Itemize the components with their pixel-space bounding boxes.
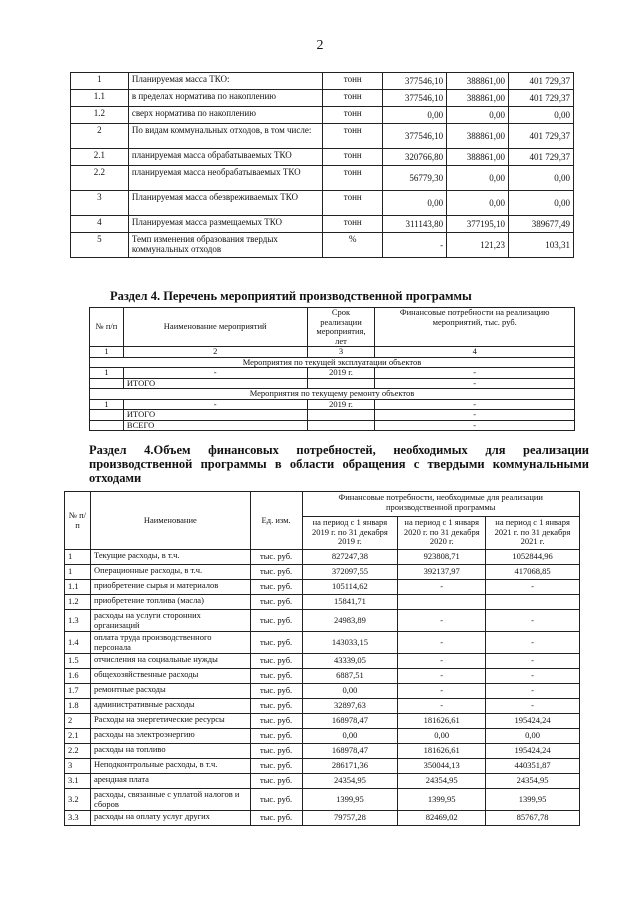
value-2021: -	[486, 632, 580, 654]
row-num: 2.2	[71, 166, 129, 191]
value-2021: 1052844,96	[486, 550, 580, 565]
value-2020: 181626,61	[398, 714, 486, 729]
value-2021: -	[486, 699, 580, 714]
table-row	[65, 774, 580, 789]
value-2019: 827247,38	[302, 550, 398, 565]
header-period-2019: на период с 1 января 2019 г. по 31 декабря 2019 г.	[302, 517, 398, 550]
value-2021: 0,00	[509, 107, 574, 124]
row-name: Текущие расходы, в т.ч.	[90, 550, 250, 565]
value-2021: 440351,87	[486, 759, 580, 774]
value-2019: 168978,47	[302, 714, 398, 729]
row-name: приобретение сырья и материалов	[90, 580, 250, 595]
row-unit: тыс. руб.	[250, 729, 302, 744]
row-num: 4	[71, 216, 129, 233]
row-name: Темп изменения образования твердых коммунальных отходов	[128, 233, 323, 258]
value-2019: 286171,36	[302, 759, 398, 774]
value-2020	[398, 595, 486, 610]
row-name: арендная плата	[90, 774, 250, 789]
value-2019: 24354,95	[302, 774, 398, 789]
value-2020: 121,23	[447, 233, 509, 258]
row-fin: -	[375, 368, 575, 379]
row-unit: тыс. руб.	[250, 595, 302, 610]
table-row	[65, 565, 580, 580]
row-unit: тыс. руб.	[250, 610, 302, 632]
row-unit: тонн	[323, 107, 383, 124]
table-row	[65, 595, 580, 610]
row-unit: тонн	[323, 124, 383, 149]
value-2020: 377195,10	[447, 216, 509, 233]
table-row	[65, 684, 580, 699]
value-2021: 1399,95	[486, 789, 580, 811]
value-2020: -	[398, 654, 486, 669]
row-num: 3	[65, 759, 91, 774]
value-2020: 0,00	[447, 166, 509, 191]
table-row	[71, 191, 574, 216]
row-term: 2019 г.	[307, 399, 375, 410]
table-row	[71, 90, 574, 107]
row-unit: тыс. руб.	[250, 684, 302, 699]
col-number: 4	[375, 347, 575, 358]
row-num: 3.3	[65, 811, 91, 826]
row-num: 1.5	[65, 654, 91, 669]
value-2021: 0,00	[509, 166, 574, 191]
value-2019: 320766,80	[383, 149, 447, 166]
value-2019: 6887,51	[302, 669, 398, 684]
grand-total-label: ВСЕГО	[123, 420, 307, 431]
value-2019: 377546,10	[383, 90, 447, 107]
group-title: Мероприятия по текущему ремонту объектов	[90, 389, 575, 400]
row-name: в пределах норматива по накоплению	[128, 90, 323, 107]
row-fin: -	[375, 399, 575, 410]
value-2020: 0,00	[447, 107, 509, 124]
row-num: 1.2	[65, 595, 91, 610]
value-2021: 195424,24	[486, 714, 580, 729]
row-name: оплата труда производственного персонала	[90, 632, 250, 654]
row-term: 2019 г.	[307, 368, 375, 379]
row-num: 1.8	[65, 699, 91, 714]
row-num: 1.2	[71, 107, 129, 124]
row-unit: тонн	[323, 216, 383, 233]
row-unit: тыс. руб.	[250, 550, 302, 565]
header-fin: Финансовые потребности, необходимые для реализации производственной программы	[302, 492, 579, 517]
financial-needs-table	[64, 491, 580, 826]
value-2020: 388861,00	[447, 90, 509, 107]
row-unit: тыс. руб.	[250, 565, 302, 580]
table-row	[65, 744, 580, 759]
value-2021: 401 729,37	[509, 73, 574, 90]
table-row	[65, 759, 580, 774]
table-row	[65, 654, 580, 669]
table-row	[65, 789, 580, 811]
row-name: расходы на электроэнергию	[90, 729, 250, 744]
grand-total-fin: -	[375, 420, 575, 431]
value-2019: -	[383, 233, 447, 258]
value-2021: -	[486, 684, 580, 699]
total-fin: -	[375, 378, 575, 389]
value-2020: 0,00	[447, 191, 509, 216]
value-2020: 923808,71	[398, 550, 486, 565]
table-row	[65, 699, 580, 714]
row-name: общехозяйственные расходы	[90, 669, 250, 684]
value-2021: -	[486, 669, 580, 684]
table-row	[71, 166, 574, 191]
row-name: -	[123, 368, 307, 379]
value-2021: -	[486, 654, 580, 669]
group-title: Мероприятия по текущей эксплуатации объектов	[90, 357, 575, 368]
value-2020: 388861,00	[447, 73, 509, 90]
row-unit: тыс. руб.	[250, 714, 302, 729]
col-number: 2	[123, 347, 307, 358]
table-row	[65, 550, 580, 565]
value-2019: 311143,80	[383, 216, 447, 233]
row-num: 3	[71, 191, 129, 216]
value-2019: 377546,10	[383, 124, 447, 149]
section-4-title: Раздел 4. Перечень мероприятий производственной программы	[110, 289, 472, 303]
row-unit: тонн	[323, 191, 383, 216]
row-name: Операционные расходы, в т.ч.	[90, 565, 250, 580]
row-name: Неподконтрольные расходы, в т.ч.	[90, 759, 250, 774]
row-unit: тыс. руб.	[250, 789, 302, 811]
row-num: 1.6	[65, 669, 91, 684]
value-2019: 32897,63	[302, 699, 398, 714]
row-num: 1.3	[65, 610, 91, 632]
value-2021: 103,31	[509, 233, 574, 258]
value-2021	[486, 595, 580, 610]
value-2019: 79757,28	[302, 811, 398, 826]
row-num: 1	[65, 565, 91, 580]
header-num: № п/п	[90, 308, 124, 347]
value-2019: 168978,47	[302, 744, 398, 759]
row-name: расходы на оплату услуг других	[90, 811, 250, 826]
value-2019: 0,00	[302, 729, 398, 744]
table-row	[65, 610, 580, 632]
row-name: расходы, связанные с уплатой налогов и сборов	[90, 789, 250, 811]
row-num: 2.1	[65, 729, 91, 744]
row-name: расходы на услуги сторонних организаций	[90, 610, 250, 632]
header-term: Срок реализации мероприятия, лет	[307, 308, 375, 347]
value-2021: 0,00	[486, 729, 580, 744]
value-2020: -	[398, 669, 486, 684]
value-2021: 417068,85	[486, 565, 580, 580]
value-2021: 401 729,37	[509, 124, 574, 149]
row-num: 3.1	[65, 774, 91, 789]
row-name: -	[123, 399, 307, 410]
header-fin: Финансовые потребности на реализацию мероприятий, тыс. руб.	[375, 308, 575, 347]
table-row	[65, 714, 580, 729]
waste-mass-table	[70, 72, 574, 258]
row-unit: тонн	[323, 166, 383, 191]
value-2021: 195424,24	[486, 744, 580, 759]
row-unit: тыс. руб.	[250, 744, 302, 759]
table-row	[71, 107, 574, 124]
value-2021: 401 729,37	[509, 149, 574, 166]
row-num: 1.4	[65, 632, 91, 654]
value-2020: -	[398, 699, 486, 714]
row-unit: тыс. руб.	[250, 759, 302, 774]
table-row	[71, 233, 574, 258]
row-num: 1.1	[71, 90, 129, 107]
value-2019: 0,00	[383, 191, 447, 216]
row-name: ремонтные расходы	[90, 684, 250, 699]
row-name: Планируемая масса ТКО:	[128, 73, 323, 90]
header-name: Наименование	[90, 492, 250, 550]
row-unit: тыс. руб.	[250, 580, 302, 595]
row-unit: тонн	[323, 90, 383, 107]
table-row	[65, 632, 580, 654]
value-2020: 392137,97	[398, 565, 486, 580]
table-row	[71, 216, 574, 233]
value-2021: 389677,49	[509, 216, 574, 233]
value-2020: 181626,61	[398, 744, 486, 759]
total-label: ИТОГО	[123, 378, 307, 389]
header-period-2020: на период с 1 января 2020 г. по 31 декабря 2020 г.	[398, 517, 486, 550]
table-row	[71, 124, 574, 149]
table-row	[65, 729, 580, 744]
row-name: Расходы на энергетические ресурсы	[90, 714, 250, 729]
section-4b-title: Раздел 4.Объем финансовых потребностей, необходимых для реализации производственной программы в области обращения с твердыми коммунальными отходами	[89, 443, 589, 485]
value-2019: 56779,30	[383, 166, 447, 191]
row-name: сверх норматива по накоплению	[128, 107, 323, 124]
row-unit: тонн	[323, 149, 383, 166]
value-2020: 24354,95	[398, 774, 486, 789]
header-name: Наименование мероприятий	[123, 308, 307, 347]
row-unit: тыс. руб.	[250, 699, 302, 714]
value-2019: 372097,55	[302, 565, 398, 580]
total-label: ИТОГО	[123, 410, 307, 421]
value-2020: 0,00	[398, 729, 486, 744]
row-unit: тыс. руб.	[250, 811, 302, 826]
row-unit: тыс. руб.	[250, 632, 302, 654]
value-2019: 24983,89	[302, 610, 398, 632]
row-name: административные расходы	[90, 699, 250, 714]
value-2020: 350044,13	[398, 759, 486, 774]
row-num: 5	[71, 233, 129, 258]
row-num: 2.1	[71, 149, 129, 166]
col-number: 1	[90, 347, 124, 358]
value-2019: 105114,62	[302, 580, 398, 595]
row-name: планируемая масса обрабатываемых ТКО	[128, 149, 323, 166]
table-row	[71, 149, 574, 166]
value-2020: 388861,00	[447, 149, 509, 166]
value-2020: 1399,95	[398, 789, 486, 811]
row-num: 2	[65, 714, 91, 729]
table-row	[65, 669, 580, 684]
value-2020: 388861,00	[447, 124, 509, 149]
row-unit: тыс. руб.	[250, 669, 302, 684]
value-2019: 0,00	[302, 684, 398, 699]
row-unit: тыс. руб.	[250, 774, 302, 789]
header-num: № п/п	[65, 492, 91, 550]
row-num: 1	[71, 73, 129, 90]
row-num: 1	[65, 550, 91, 565]
row-name: По видам коммунальных отходов, в том числе:	[128, 124, 323, 149]
value-2019: 1399,95	[302, 789, 398, 811]
row-unit: %	[323, 233, 383, 258]
value-2021: 401 729,37	[509, 90, 574, 107]
row-num: 1	[90, 368, 124, 379]
row-name: расходы на топливо	[90, 744, 250, 759]
header-unit: Ед. изм.	[250, 492, 302, 550]
value-2021: 24354,95	[486, 774, 580, 789]
value-2021: -	[486, 580, 580, 595]
row-num: 2.2	[65, 744, 91, 759]
row-name: Планируемая масса размещаемых ТКО	[128, 216, 323, 233]
row-num: 1.1	[65, 580, 91, 595]
row-num: 1.7	[65, 684, 91, 699]
col-number: 3	[307, 347, 375, 358]
header-period-2021: на период с 1 января 2021 г. по 31 декабря 2021 г.	[486, 517, 580, 550]
value-2020: 82469,02	[398, 811, 486, 826]
row-num: 3.2	[65, 789, 91, 811]
value-2020: -	[398, 580, 486, 595]
value-2021: 0,00	[509, 191, 574, 216]
table-row	[65, 811, 580, 826]
row-num: 1	[90, 399, 124, 410]
row-unit: тонн	[323, 73, 383, 90]
value-2019: 43339,05	[302, 654, 398, 669]
value-2019: 15841,71	[302, 595, 398, 610]
measures-table	[89, 307, 575, 431]
page-number: 2	[316, 38, 324, 53]
row-name: планируемая масса необрабатываемых ТКО	[128, 166, 323, 191]
row-name: Планируемая масса обезвреживаемых ТКО	[128, 191, 323, 216]
row-name: отчисления на социальные нужды	[90, 654, 250, 669]
value-2021: 85767,78	[486, 811, 580, 826]
row-name: приобретение топлива (масла)	[90, 595, 250, 610]
value-2019: 377546,10	[383, 73, 447, 90]
value-2019: 143033,15	[302, 632, 398, 654]
total-fin: -	[375, 410, 575, 421]
value-2020: -	[398, 684, 486, 699]
value-2020: -	[398, 632, 486, 654]
value-2019: 0,00	[383, 107, 447, 124]
row-unit: тыс. руб.	[250, 654, 302, 669]
value-2021: -	[486, 610, 580, 632]
row-num: 2	[71, 124, 129, 149]
table-row	[65, 580, 580, 595]
value-2020: -	[398, 610, 486, 632]
table-row	[71, 73, 574, 90]
